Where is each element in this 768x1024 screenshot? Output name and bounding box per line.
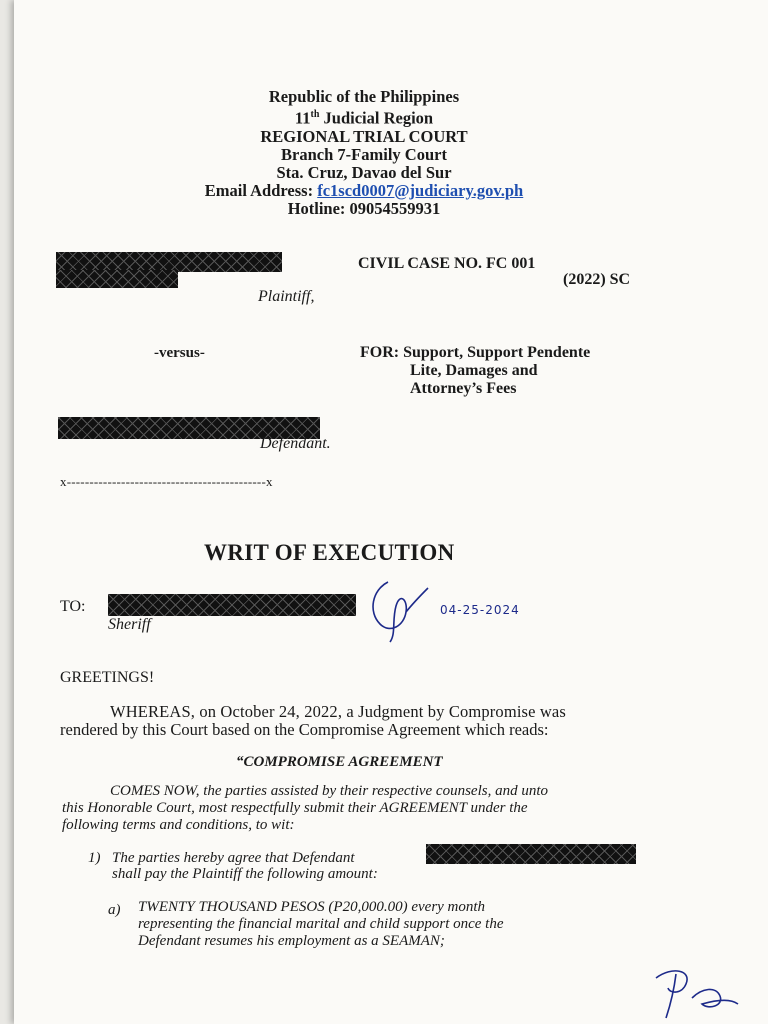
case-number-line1: CIVIL CASE NO. FC 001 (358, 255, 536, 272)
header-email: Email Address: fc1scd0007@judiciary.gov.ph (204, 180, 524, 200)
agreement-heading: “COMPROMISE AGREEMENT (236, 754, 443, 770)
email-link[interactable]: fc1scd0007@judiciary.gov.ph (317, 180, 524, 200)
nature-line3: Attorney’s Fees (410, 380, 517, 397)
whereas-line1: WHEREAS, on October 24, 2022, a Judgment by Compromise was (110, 702, 566, 721)
document-page (14, 0, 768, 1024)
plaintiff-name-redaction-2 (56, 270, 178, 288)
versus-label: -versus- (154, 345, 205, 361)
header-court-name: REGIONAL TRIAL COURT (260, 126, 468, 146)
greetings-text: GREETINGS! (60, 669, 155, 686)
caption-divider: x--------------------------------------------x (60, 474, 273, 489)
to-label: TO: (60, 598, 86, 615)
court-header (144, 88, 584, 218)
nature-line2: Lite, Damages and (410, 362, 538, 379)
agreement-intro-line1: COMES NOW, the parties assisted by their respective counsels, and unto (110, 783, 549, 799)
item1-line2: shall pay the Plaintiff the following amount: (112, 866, 378, 882)
item1-line1: The parties hereby agree that Defendant (112, 850, 355, 866)
header-republic: Republic of the Philippines (268, 87, 460, 106)
agreement-intro-line3: following terms and conditions, to wit: (62, 817, 295, 833)
plaintiff-label: Plaintiff, (258, 288, 315, 305)
whereas-line2: rendered by this Court based on the Compromise Agreement which reads: (60, 720, 549, 739)
item1-number: 1) (88, 850, 101, 866)
item1a-number: a) (108, 902, 121, 918)
header-hotline: Hotline: 09054559931 (287, 198, 441, 218)
item1a-line2: representing the financial marital and child support once the (138, 916, 504, 932)
defendant-label: Defendant. (260, 435, 331, 452)
handwritten-date: 04-25-2024 (440, 603, 520, 617)
nature-line1: FOR: Support, Support Pendente (360, 344, 591, 361)
case-number-line2: (2022) SC (563, 271, 631, 288)
sheriff-label: Sheriff (108, 616, 151, 633)
item1a-line3: Defendant resumes his employment as a SEAMAN; (138, 933, 445, 949)
header-judicial-region: 11th Judicial Region (294, 108, 434, 128)
plaintiff-name-redaction (56, 252, 282, 272)
agreement-intro-line2: this Honorable Court, most respectfully submit their AGREEMENT under the (62, 800, 528, 816)
item1a-line1: TWENTY THOUSAND PESOS (P20,000.00) every month (138, 899, 486, 915)
document-title: WRIT OF EXECUTION (204, 540, 455, 565)
signature-mark (366, 572, 446, 644)
sheriff-name-redaction (108, 594, 356, 616)
header-location: Sta. Cruz, Davao del Sur (276, 162, 452, 182)
defendant-name-redaction-clause (426, 844, 636, 864)
initials-mark (646, 960, 746, 1024)
header-branch: Branch 7-Family Court (281, 144, 447, 164)
